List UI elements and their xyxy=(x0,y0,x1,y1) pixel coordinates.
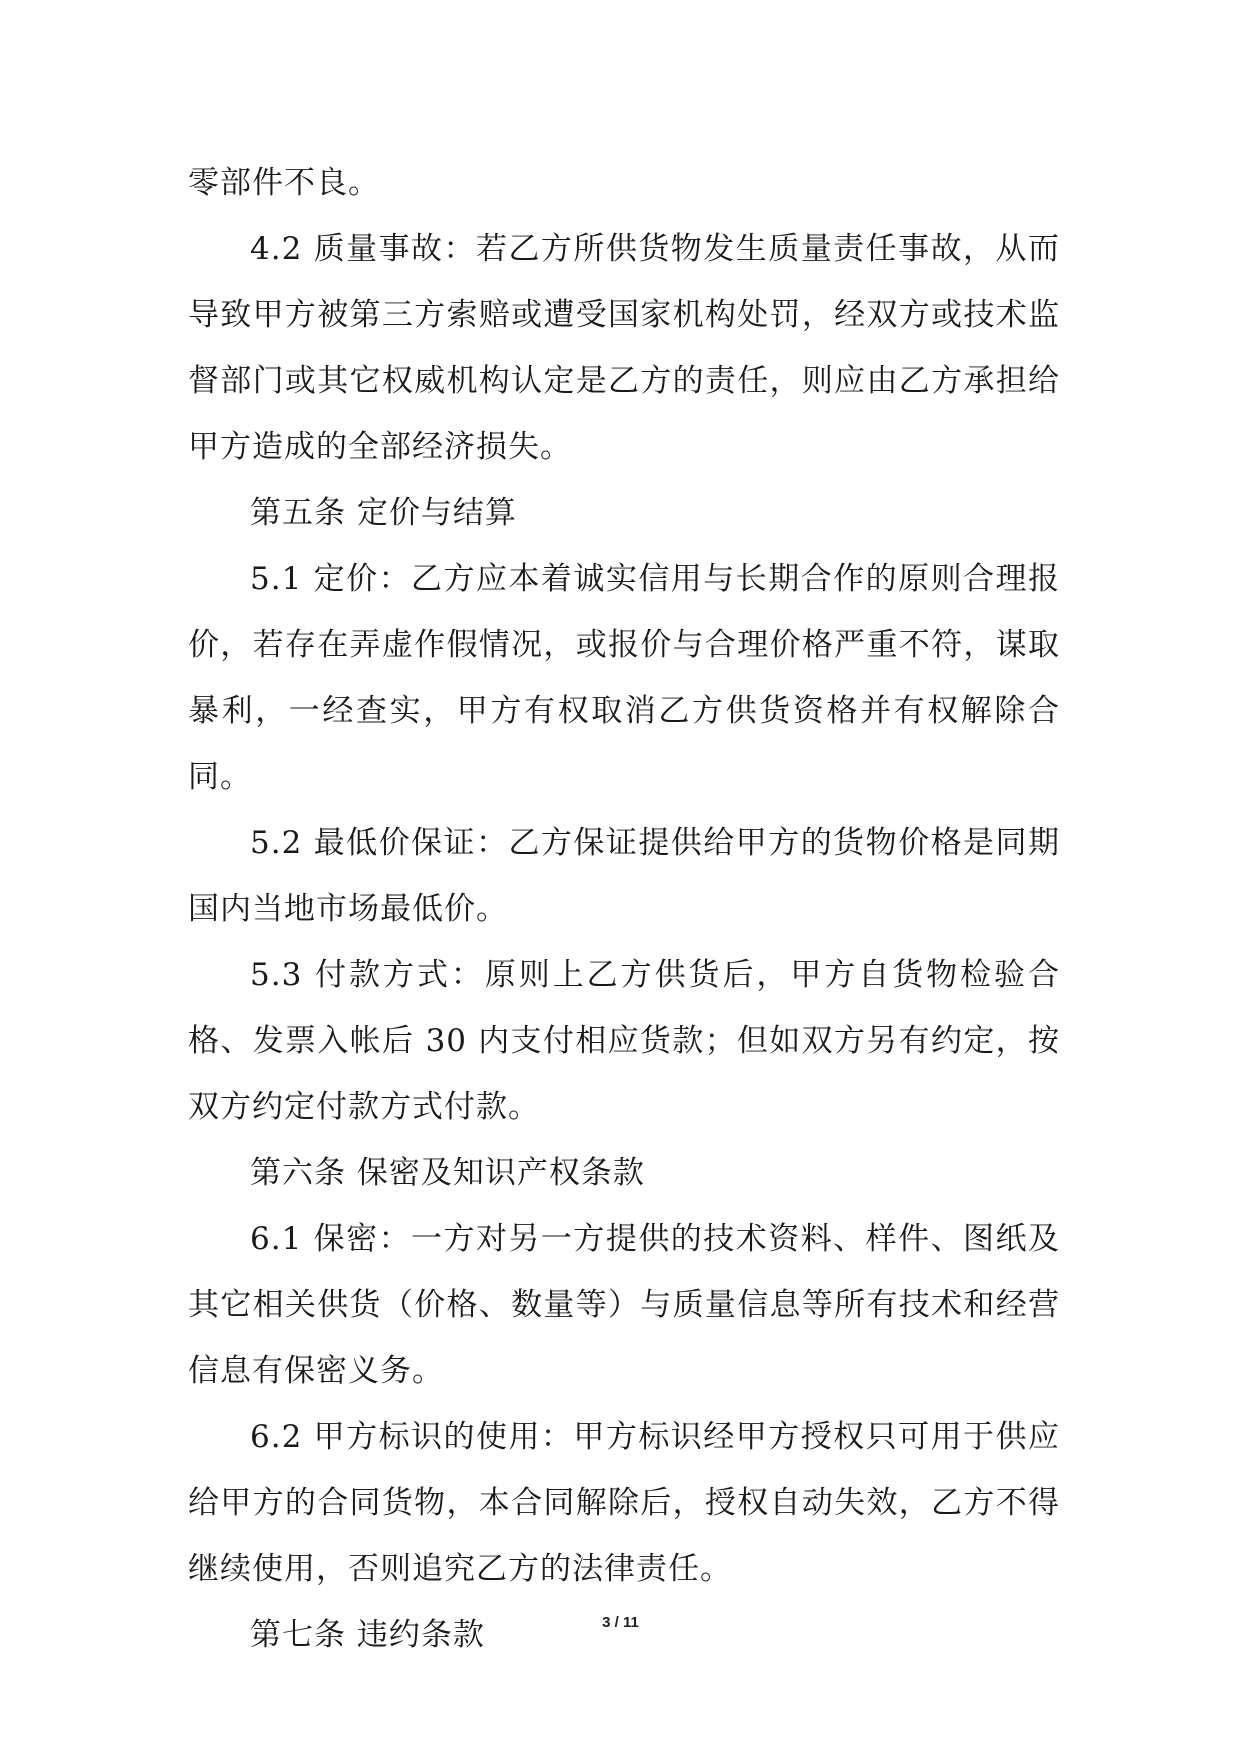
paragraph-continuation: 零部件不良。 xyxy=(188,165,380,201)
clause-5-1: 5.1 定价：乙方应本着诚实信用与长期合作的原则合理报价，若存在弄虚作假情况，或报价与合理价格严重不符，谋取暴利，一经查实，甲方有权取消乙方供货资格并有权解除合同。 xyxy=(188,561,1060,795)
document-body xyxy=(188,150,1060,1668)
clause-6-2: 6.2 甲方标识的使用：甲方标识经甲方授权只可用于供应给甲方的合同货物，本合同解除后，授权自动失效，乙方不得继续使用，否则追究乙方的法律责任。 xyxy=(188,1419,1060,1587)
clause-5-3: 5.3 付款方式：原则上乙方供货后，甲方自货物检验合格、发票入帐后 30 内支付相应货款；但如双方另有约定，按双方约定付款方式付款。 xyxy=(188,957,1060,1125)
article-5-heading: 第五条 定价与结算 xyxy=(250,495,517,531)
clause-5-2: 5.2 最低价保证：乙方保证提供给甲方的货物价格是同期国内当地市场最低价。 xyxy=(188,825,1060,927)
page-number: 3 / 11 xyxy=(602,1614,639,1631)
article-7-heading: 第七条 违约条款 xyxy=(250,1617,485,1653)
clause-6-1: 6.1 保密：一方对另一方提供的技术资料、样件、图纸及其它相关供货（价格、数量等）与质量信息等所有技术和经营信息有保密义务。 xyxy=(188,1221,1060,1389)
article-6-heading: 第六条 保密及知识产权条款 xyxy=(250,1155,645,1191)
clause-4-2: 4.2 质量事故：若乙方所供货物发生质量责任事故，从而导致甲方被第三方索赔或遭受国家机构处罚，经双方或技术监督部门或其它权威机构认定是乙方的责任，则应由乙方承担给甲方造成的全部经济损失。 xyxy=(188,231,1060,465)
